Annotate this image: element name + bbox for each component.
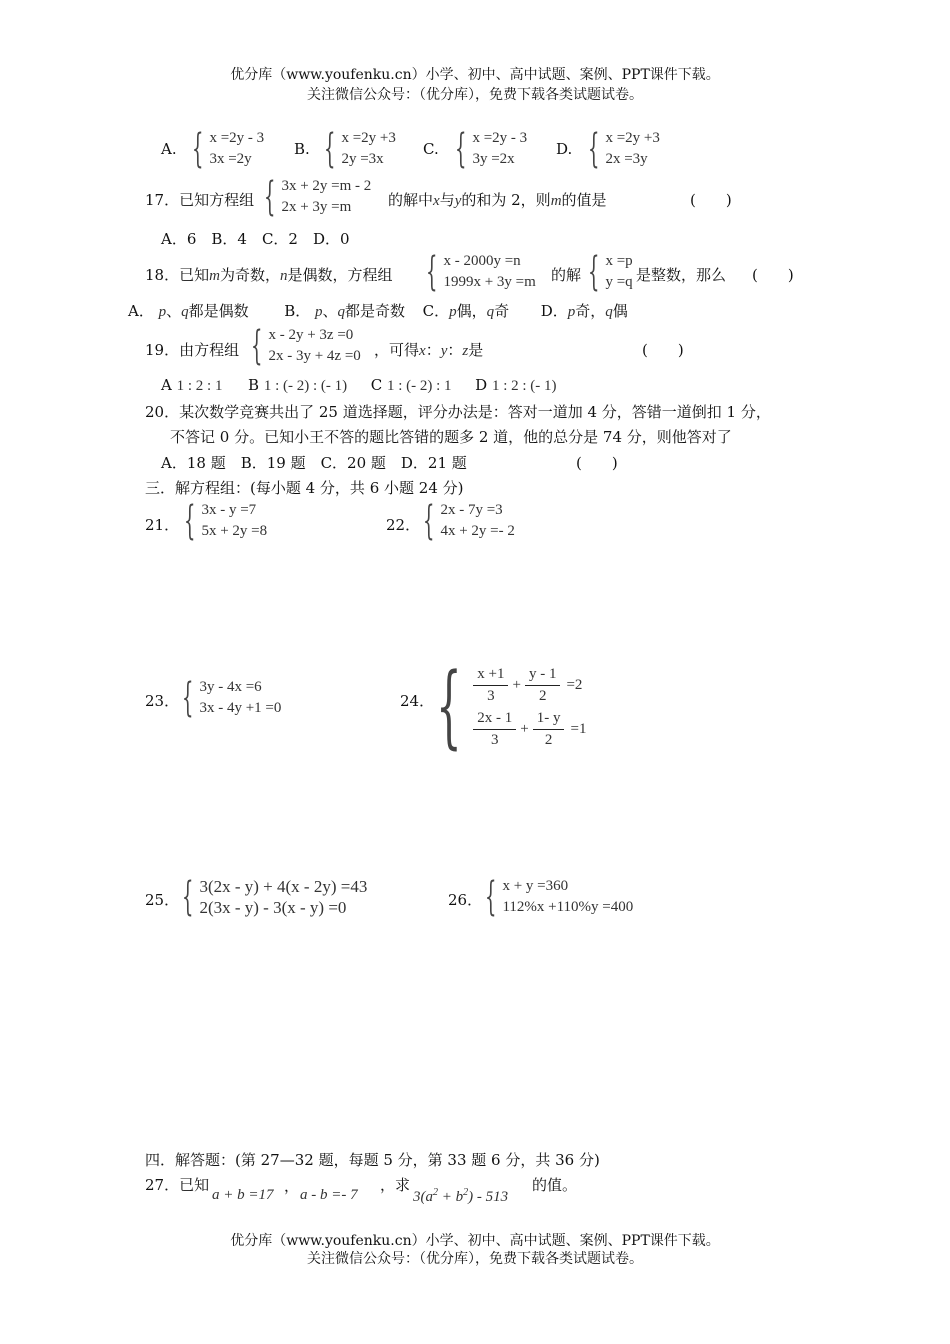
var: z (462, 343, 469, 359)
q17-prefix: 17．已知方程组 (145, 191, 255, 209)
eq-row: 2x - 3y + 4z =0 (268, 348, 361, 364)
option-a: A． p、q都是偶数 (128, 302, 249, 320)
q24-equation-2: $\frac{2x - 1}{3}$ + $\frac{1- y}{2}$ =1 (471, 707, 586, 751)
eq-row: x =2y +3 (341, 130, 396, 146)
section-3-heading: 三．解方程组：(每小题 4 分，共 6 小题 24 分) (145, 479, 464, 497)
eq-row: x =2y - 3 (472, 130, 528, 146)
eq-row: x - 2y + 3z =0 (268, 327, 354, 343)
eq-row: 3(2x - y) + 4(x - 2y) =43 (199, 877, 368, 896)
option-d: D．p奇，q偶 (540, 302, 628, 320)
q27-expr-2: a - b =- 7 (300, 1187, 358, 1203)
q23-system: { 3y - 4x =6 3x - 4y +1 =0 (182, 675, 282, 721)
eq-row: 112%x +110%y =400 (502, 899, 634, 915)
q27-expr-3: $3(a^2 + b^2) - 513$ (413, 1187, 509, 1205)
eq-row: 3x - y =7 (201, 502, 257, 518)
q22-label: 22． (386, 516, 421, 534)
q16-option-c-label: C. (423, 140, 439, 158)
eq-row: 3x - 4y +1 =0 (199, 700, 282, 716)
eq-row: 3x =2y (209, 151, 252, 167)
q16-option-a-label: A. (161, 140, 177, 158)
q25-label: 25． (145, 891, 180, 909)
footer-line-1: 优分库（www.youfenku.cn）小学、初中、高中试题、案例、PPT课件下载。 (230, 1233, 720, 1249)
text: ，可得 (374, 341, 420, 359)
q17-system: { 3x + 2y =m - 2 2x + 3y =m (264, 174, 372, 220)
q24-equation-1: $\frac{x +1}{3}$ + $\frac{y - 1}{2}$ =2 (471, 663, 586, 707)
q18-answer-paren: ( ) (752, 266, 794, 284)
q27-comma: ， (284, 1177, 300, 1195)
eq-row: 1999x + 3y =m (443, 274, 536, 290)
q18-solution-system: { x =p y =q (588, 249, 633, 295)
text: 为奇数， (219, 266, 280, 284)
eq-row: x =2y +3 (605, 130, 660, 146)
q16-option-d-label: D. (556, 140, 573, 158)
var: y (454, 193, 462, 209)
text: 的和为 2，则 (461, 191, 551, 209)
eq-row: x =2y - 3 (209, 130, 265, 146)
q24-system: { $\frac{x +1}{3}$ + $\frac{y - 1}{2}$ =2 $\frac{2x - 1}{3}$ + $\frac{1- y}{2}$ =1 (436, 654, 587, 759)
eq-row: 2x - 7y =3 (440, 502, 503, 518)
q21-label: 21． (145, 516, 180, 534)
eq-row: 3y - 4x =6 (199, 679, 262, 695)
eq-row: x + y =360 (502, 878, 569, 894)
eq-row: 2x =3y (605, 151, 648, 167)
text: 与 (439, 191, 455, 209)
eq-row: 3x + 2y =m - 2 (281, 178, 372, 194)
fraction: $\frac{y - 1}{2}$ (525, 664, 561, 707)
var: m (209, 268, 220, 284)
q27-prefix: 27．已知 (145, 1176, 210, 1194)
eq-row: y =q (605, 274, 633, 290)
option-c: C．p偶，q奇 (422, 302, 510, 320)
var: x (419, 343, 426, 359)
eq-row: x - 2000y =n (443, 253, 521, 269)
option-b: B． p、q都是奇数 (284, 302, 406, 320)
q20-options: A．18 题 B．19 题 C．20 题 D．21 题 (161, 454, 467, 472)
text: 的解中 (388, 191, 434, 209)
q16-option-d-system: { x =2y +3 2x =3y (588, 126, 660, 172)
fraction: $\frac{x +1}{3}$ (473, 664, 508, 707)
eq-row: 2y =3x (341, 151, 384, 167)
q27-ask: ，求 (380, 1176, 411, 1194)
header-line-1: 优分库（www.youfenku.cn）小学、初中、高中试题、案例、PPT课件下载。 (230, 67, 720, 83)
text: 的值是 (561, 191, 607, 209)
fraction: $\frac{2x - 1}{3}$ (473, 708, 516, 751)
q25-system: { 3(2x - y) + 4(x - 2y) =43 2(3x - y) - 3(x - y) =0 (182, 874, 368, 920)
q16-option-c-system: { x =2y - 3 3y =2x (455, 126, 528, 172)
q27-expr-1: a + b =17 (212, 1187, 274, 1203)
text: 是偶数，方程组 (287, 266, 393, 284)
text: 是 (468, 341, 484, 359)
text: ： (447, 341, 463, 359)
var: m (550, 193, 562, 209)
text: ： (425, 341, 441, 359)
eq-row: 2(3x - y) - 3(x - y) =0 (199, 898, 347, 917)
q21-system: { 3x - y =7 5x + 2y =8 (184, 498, 268, 544)
q17-answer-paren: ( ) (690, 191, 732, 209)
var: x (433, 193, 440, 209)
eq-row: 4x + 2y =- 2 (440, 523, 515, 539)
text: 18．已知 (145, 266, 210, 284)
q18-system: { x - 2000y =n 1999x + 3y =m (426, 249, 536, 295)
q18-options (128, 300, 628, 321)
eq-row: 2x + 3y =m (281, 199, 352, 215)
q17-options: A．6 B．4 C．2 D．0 (161, 230, 350, 248)
q16-option-b-label: B. (294, 140, 310, 158)
footer-line-2: 关注微信公众号：（优分库），免费下载各类试题试卷。 (307, 1251, 643, 1267)
eq-row: 5x + 2y =8 (201, 523, 268, 539)
q27-suffix: 的值。 (532, 1176, 578, 1194)
section-4-heading: 四．解答题：(第 27—32 题，每题 5 分，第 33 题 6 分，共 36 分) (145, 1151, 600, 1169)
q19-answer-paren: ( ) (642, 341, 684, 359)
q19-prefix: 19．由方程组 (145, 341, 240, 359)
q20-line-1: 20．某次数学竞赛共出了 25 道选择题，评分办法是：答对一道加 4 分，答错一道倒扣 1 分， (145, 403, 771, 421)
q19-options: A 1 : 2 : 1 B 1 : (- 2) : (- 1) C 1 : (- 2) : 1 D 1 : 2 : (- 1) (161, 376, 557, 394)
q16-option-a-system: { x =2y - 3 3x =2y (192, 126, 265, 172)
q24-label: 24． (400, 692, 435, 710)
q19-system: { x - 2y + 3z =0 2x - 3y + 4z =0 (251, 323, 361, 369)
var: y (440, 343, 448, 359)
q18-stem-c: 是整数，那么 (636, 266, 727, 284)
q19-stem (374, 339, 483, 360)
q16-option-b-system: { x =2y +3 2y =3x (324, 126, 396, 172)
q26-system: { x + y =360 112%x +110%y =400 (485, 874, 634, 920)
q18-stem-a (145, 264, 392, 285)
var: n (279, 268, 288, 284)
fraction: $\frac{1- y}{2}$ (533, 708, 565, 751)
q22-system: { 2x - 7y =3 4x + 2y =- 2 (423, 498, 515, 544)
header-line-2: 关注微信公众号：（优分库），免费下载各类试题试卷。 (307, 87, 643, 103)
eq-row: 3y =2x (472, 151, 515, 167)
q18-stem-b: 的解 (551, 266, 582, 284)
q20-answer-paren: ( ) (576, 454, 618, 472)
q17-stem (388, 189, 607, 210)
q23-label: 23． (145, 692, 180, 710)
q26-label: 26． (448, 891, 483, 909)
q20-line-2: 不答记 0 分。已知小王不答的题比答错的题多 2 道，他的总分是 74 分，则他答对了 (170, 428, 732, 446)
eq-row: x =p (605, 253, 633, 269)
